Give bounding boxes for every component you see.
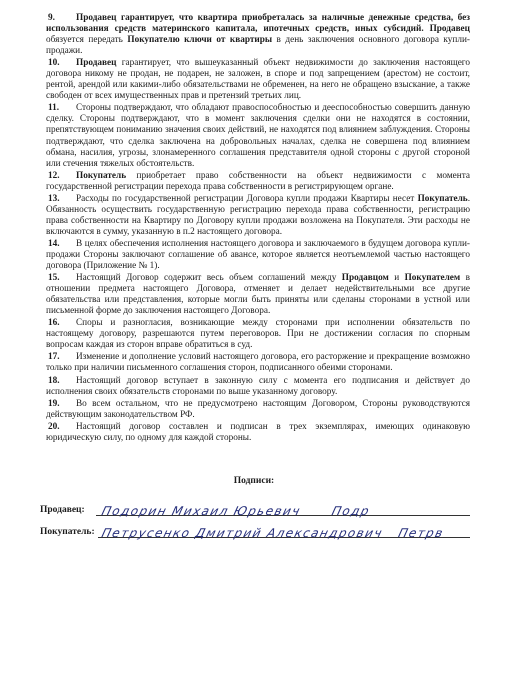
- clause-text: приобретает право собственности на объект недвижимости с момента государственной регистрации перехода права собственности в регистрирующем органе.: [46, 170, 470, 192]
- clause-text: обязуется передать: [46, 35, 128, 46]
- clause-number: 17.: [48, 352, 60, 363]
- clause-text-bold: Продавец гарантирует, что квартира приобреталась за наличные денежные средства, без использования средств материнского капитала, ипотечных средств, иных субсидий.: [46, 13, 470, 35]
- seller-label: Продавец:: [40, 505, 85, 515]
- clause-15: [46, 273, 470, 317]
- clause-text-bold: Продавец: [76, 58, 117, 69]
- clause-12: [46, 171, 470, 193]
- seller-handwritten-name: [100, 504, 371, 518]
- buyer-signature-row: [40, 518, 470, 540]
- clause-18: [46, 376, 470, 398]
- clause-text: Настоящий договор составлен и подписан в трех экземплярах, имеющих одинаковую юридическую силу, по одному для каждой стороны.: [46, 421, 470, 443]
- clause-text-bold: Покупатель: [417, 193, 468, 204]
- signatures-title: Подписи:: [233, 476, 275, 486]
- buyer-name-text: Петрусенко Дмитрий Александрович: [100, 526, 385, 540]
- clause-text: Стороны подтверждают, что обладают правоспособностью и дееспособностью совершить данную сделку. Стороны подтверждают, что в момент заключения сделки они не находятся в состоянии, препятствующем пониманию значения своих действий, не находятся под влиянием заблуждения. Стороны подтверждают, что сделка заключена на добровольных началах, сделка не совершена под влиянием обмана, насилия, угрозы, злонамеренного соглашения представителя одной стороны с другой стороной или стечения тяжелых обстоятельств.: [46, 103, 470, 169]
- contract-clauses: [46, 13, 470, 445]
- clause-13: [46, 194, 470, 238]
- seller-signature-row: [40, 496, 470, 518]
- clause-text: Расходы по государственной регистрации Договора купли продажи Квартиры несет: [76, 193, 418, 204]
- clause-14: [46, 239, 470, 272]
- clause-19: [46, 399, 470, 421]
- clause-text: Настоящий договор вступает в законную силу с момента его подписания и действует до исполнения своих обязательств сторонами по выше указанному договору.: [46, 375, 470, 397]
- clause-text-bold: Продавцом: [341, 273, 389, 284]
- seller-name-text: Подорин Михаил Юрьевич: [100, 504, 303, 518]
- clause-text: гарантирует, что вышеуказанный объект недвижимости до заключения настоящего договора никому не продан, не подарен, не заложен, в споре и под запрещением (арестом) не состоит, рентой, арендой или какими-либо обязательствами не обременен, на него не обращено взыскание, а также свободен от всех имущественных прав и претензий третьих лиц.: [46, 58, 470, 102]
- clause-text: в день заключения основного договора купли-продажи.: [46, 35, 471, 57]
- clause-text: Споры и разногласия, возникающие между сторонами при исполнении обязательств по настоящему договору, разрешаются путем переговоров. При не достижении согласия по спорным вопросам каждая из сторон вправе обратиться в суд.: [46, 318, 470, 351]
- buyer-signature-mark: Петрв: [396, 526, 446, 540]
- clause-text: В целях обеспечения исполнения настоящего договора и заключаемого в будущем договора купли-продажи Стороны заключают соглашение об авансе, которое является неотъемлемой частью настоящего договора (Приложение № 1).: [46, 238, 470, 272]
- clause-20: [46, 422, 470, 444]
- clause-text: . Обязанность осуществить государственную регистрацию перехода права собственности, регистрацию права собственности на Квартиру по Договору купли продажи возложена на Покупателя. Эти расходы не включаются в сумму, указанную в п.2 настоящего договора.: [46, 193, 470, 237]
- clause-number: 11.: [48, 103, 60, 114]
- clause-number: 18.: [48, 375, 60, 386]
- clause-text: Настоящий Договор содержит весь объем соглашений между: [76, 273, 342, 284]
- clause-number: 16.: [48, 318, 60, 329]
- clause-text: Изменение и дополнение условий настоящего договора, его расторжение и прекращение возможно только при наличии письменного соглашения сторон, подписанного обеими сторонами.: [46, 352, 470, 374]
- buyer-handwritten-name: [100, 526, 445, 540]
- clause-9: [46, 13, 470, 57]
- clause-11: [46, 103, 470, 169]
- clause-text: и: [388, 273, 405, 284]
- clause-10: [46, 58, 470, 102]
- clause-number: 9.: [48, 13, 55, 23]
- clause-number: 14.: [48, 238, 60, 249]
- clause-number: 13.: [48, 193, 60, 204]
- clause-text-bold: Покупателем: [404, 273, 461, 284]
- clause-number: 19.: [48, 398, 60, 409]
- clause-text-bold: Покупатель: [76, 170, 127, 181]
- clause-text: в отношении предмета настоящего Договора, отменяет и делает недействительными все другие обязательства или представления, которые могли быть приняты или сделаны сторонами в устной или письменной форме до заключения настоящего Договора.: [46, 273, 470, 317]
- clause-16: [46, 318, 470, 351]
- clause-text: Во всем остальном, что не предусмотрено настоящим Договором, Стороны руководствуются действующим законодательством РФ.: [46, 398, 470, 420]
- clause-text-bold: Продавец: [429, 24, 470, 35]
- clause-text-bold: Покупателю ключи от квартиры: [127, 35, 273, 46]
- clause-17: [46, 352, 470, 374]
- seller-signature-mark: Подр: [330, 504, 372, 518]
- clause-number: 12.: [48, 170, 60, 181]
- clause-number: 20.: [48, 421, 60, 432]
- buyer-label: Покупатель:: [40, 527, 95, 537]
- clause-number: 10.: [48, 58, 60, 69]
- clause-number: 15.: [48, 273, 60, 284]
